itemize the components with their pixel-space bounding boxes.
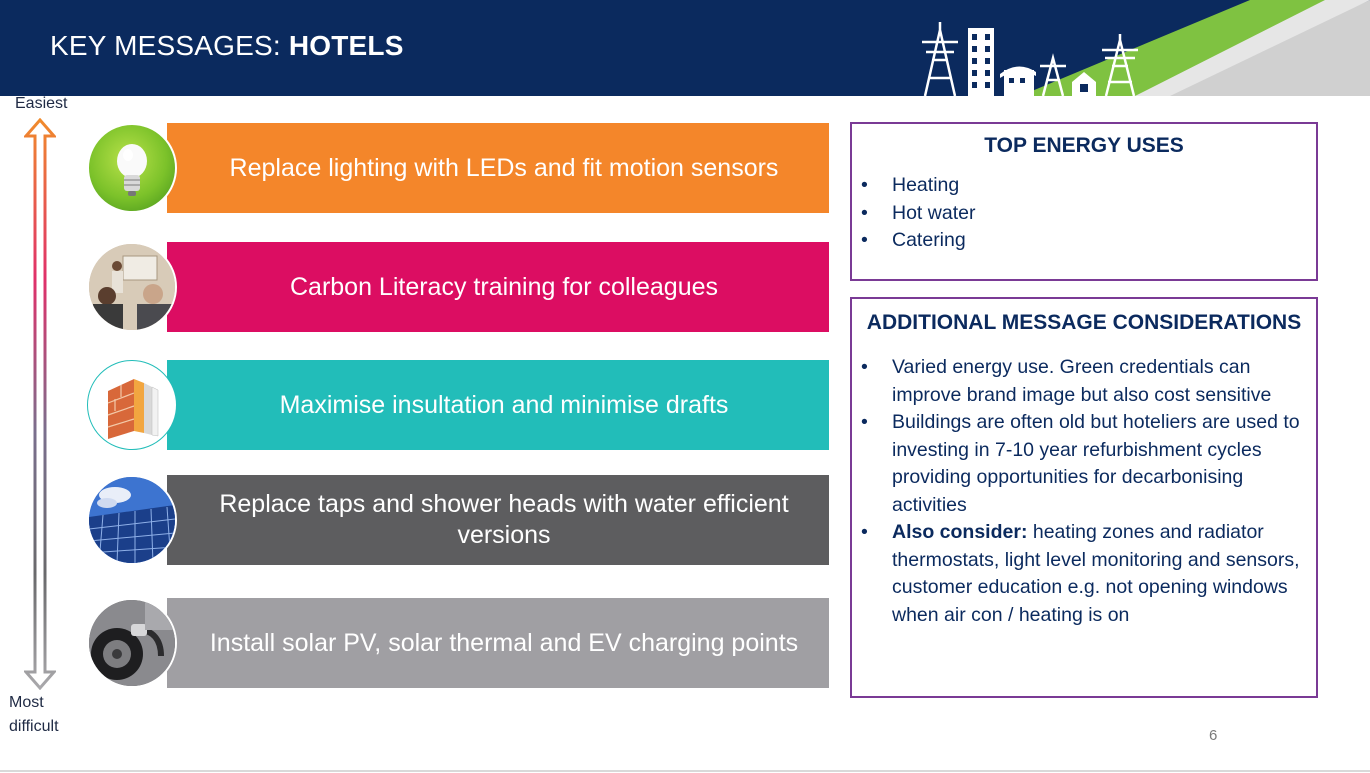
top-energy-uses-list (852, 172, 1316, 255)
action-text: Replace lighting with LEDs and fit motion sensors (229, 153, 779, 182)
insulation-icon (87, 360, 177, 450)
most-difficult-label: Most difficult (9, 694, 59, 735)
action-text: Maximise insultation and minimise drafts (279, 390, 729, 419)
list-item: • Hot water (861, 201, 976, 224)
page-number: 6 (1209, 727, 1218, 744)
action-text: Replace taps and shower heads with water efficient versions (219, 490, 789, 549)
list-item: • Varied energy use. Green credentials can improve brand image but also cost sensitive (861, 356, 1272, 406)
additional-considerations-box (850, 297, 1318, 698)
top-energy-uses-box (850, 122, 1318, 281)
list-item: • Also consider: heating zones and radiator thermostats, light level monitoring and sensors, customer education e.g. not opening windows when air con / heating is on (861, 521, 1300, 626)
bottom-divider (0, 770, 1370, 772)
action-row-training (87, 242, 829, 332)
additional-considerations-list (852, 354, 1316, 629)
action-bar (167, 360, 829, 450)
list-item: • Catering (861, 229, 966, 251)
lightbulb-icon (87, 123, 177, 213)
action-bar (167, 123, 829, 213)
action-bar (167, 598, 829, 688)
page-title: KEY MESSAGES: HOTELS (50, 30, 404, 61)
solar-panel-photo (87, 475, 177, 565)
ev-charger-photo (87, 598, 177, 688)
action-row-solar-ev (87, 598, 829, 688)
action-row-lighting (87, 123, 829, 213)
list-item: • Heating (861, 174, 960, 196)
additional-considerations-title: ADDITIONAL MESSAGE CONSIDERATIONS (866, 311, 1302, 334)
action-bar (167, 475, 829, 565)
easiest-label: Easiest (15, 95, 68, 112)
action-bar (167, 242, 829, 332)
training-photo (87, 242, 177, 332)
action-row-water (87, 475, 829, 565)
action-row-insulation (87, 360, 829, 450)
top-energy-uses-title: TOP ENERGY USES (984, 134, 1184, 157)
difficulty-scale-arrow (24, 118, 56, 690)
list-item: • Buildings are often old but hoteliers are used to investing in 7-10 year refurbishment cycles providing opportunities for decarbonising activities (861, 411, 1300, 516)
action-text: Install solar PV, solar thermal and EV charging points (209, 628, 799, 657)
action-text: Carbon Literacy training for colleagues (289, 272, 718, 301)
header-banner (0, 0, 1370, 96)
